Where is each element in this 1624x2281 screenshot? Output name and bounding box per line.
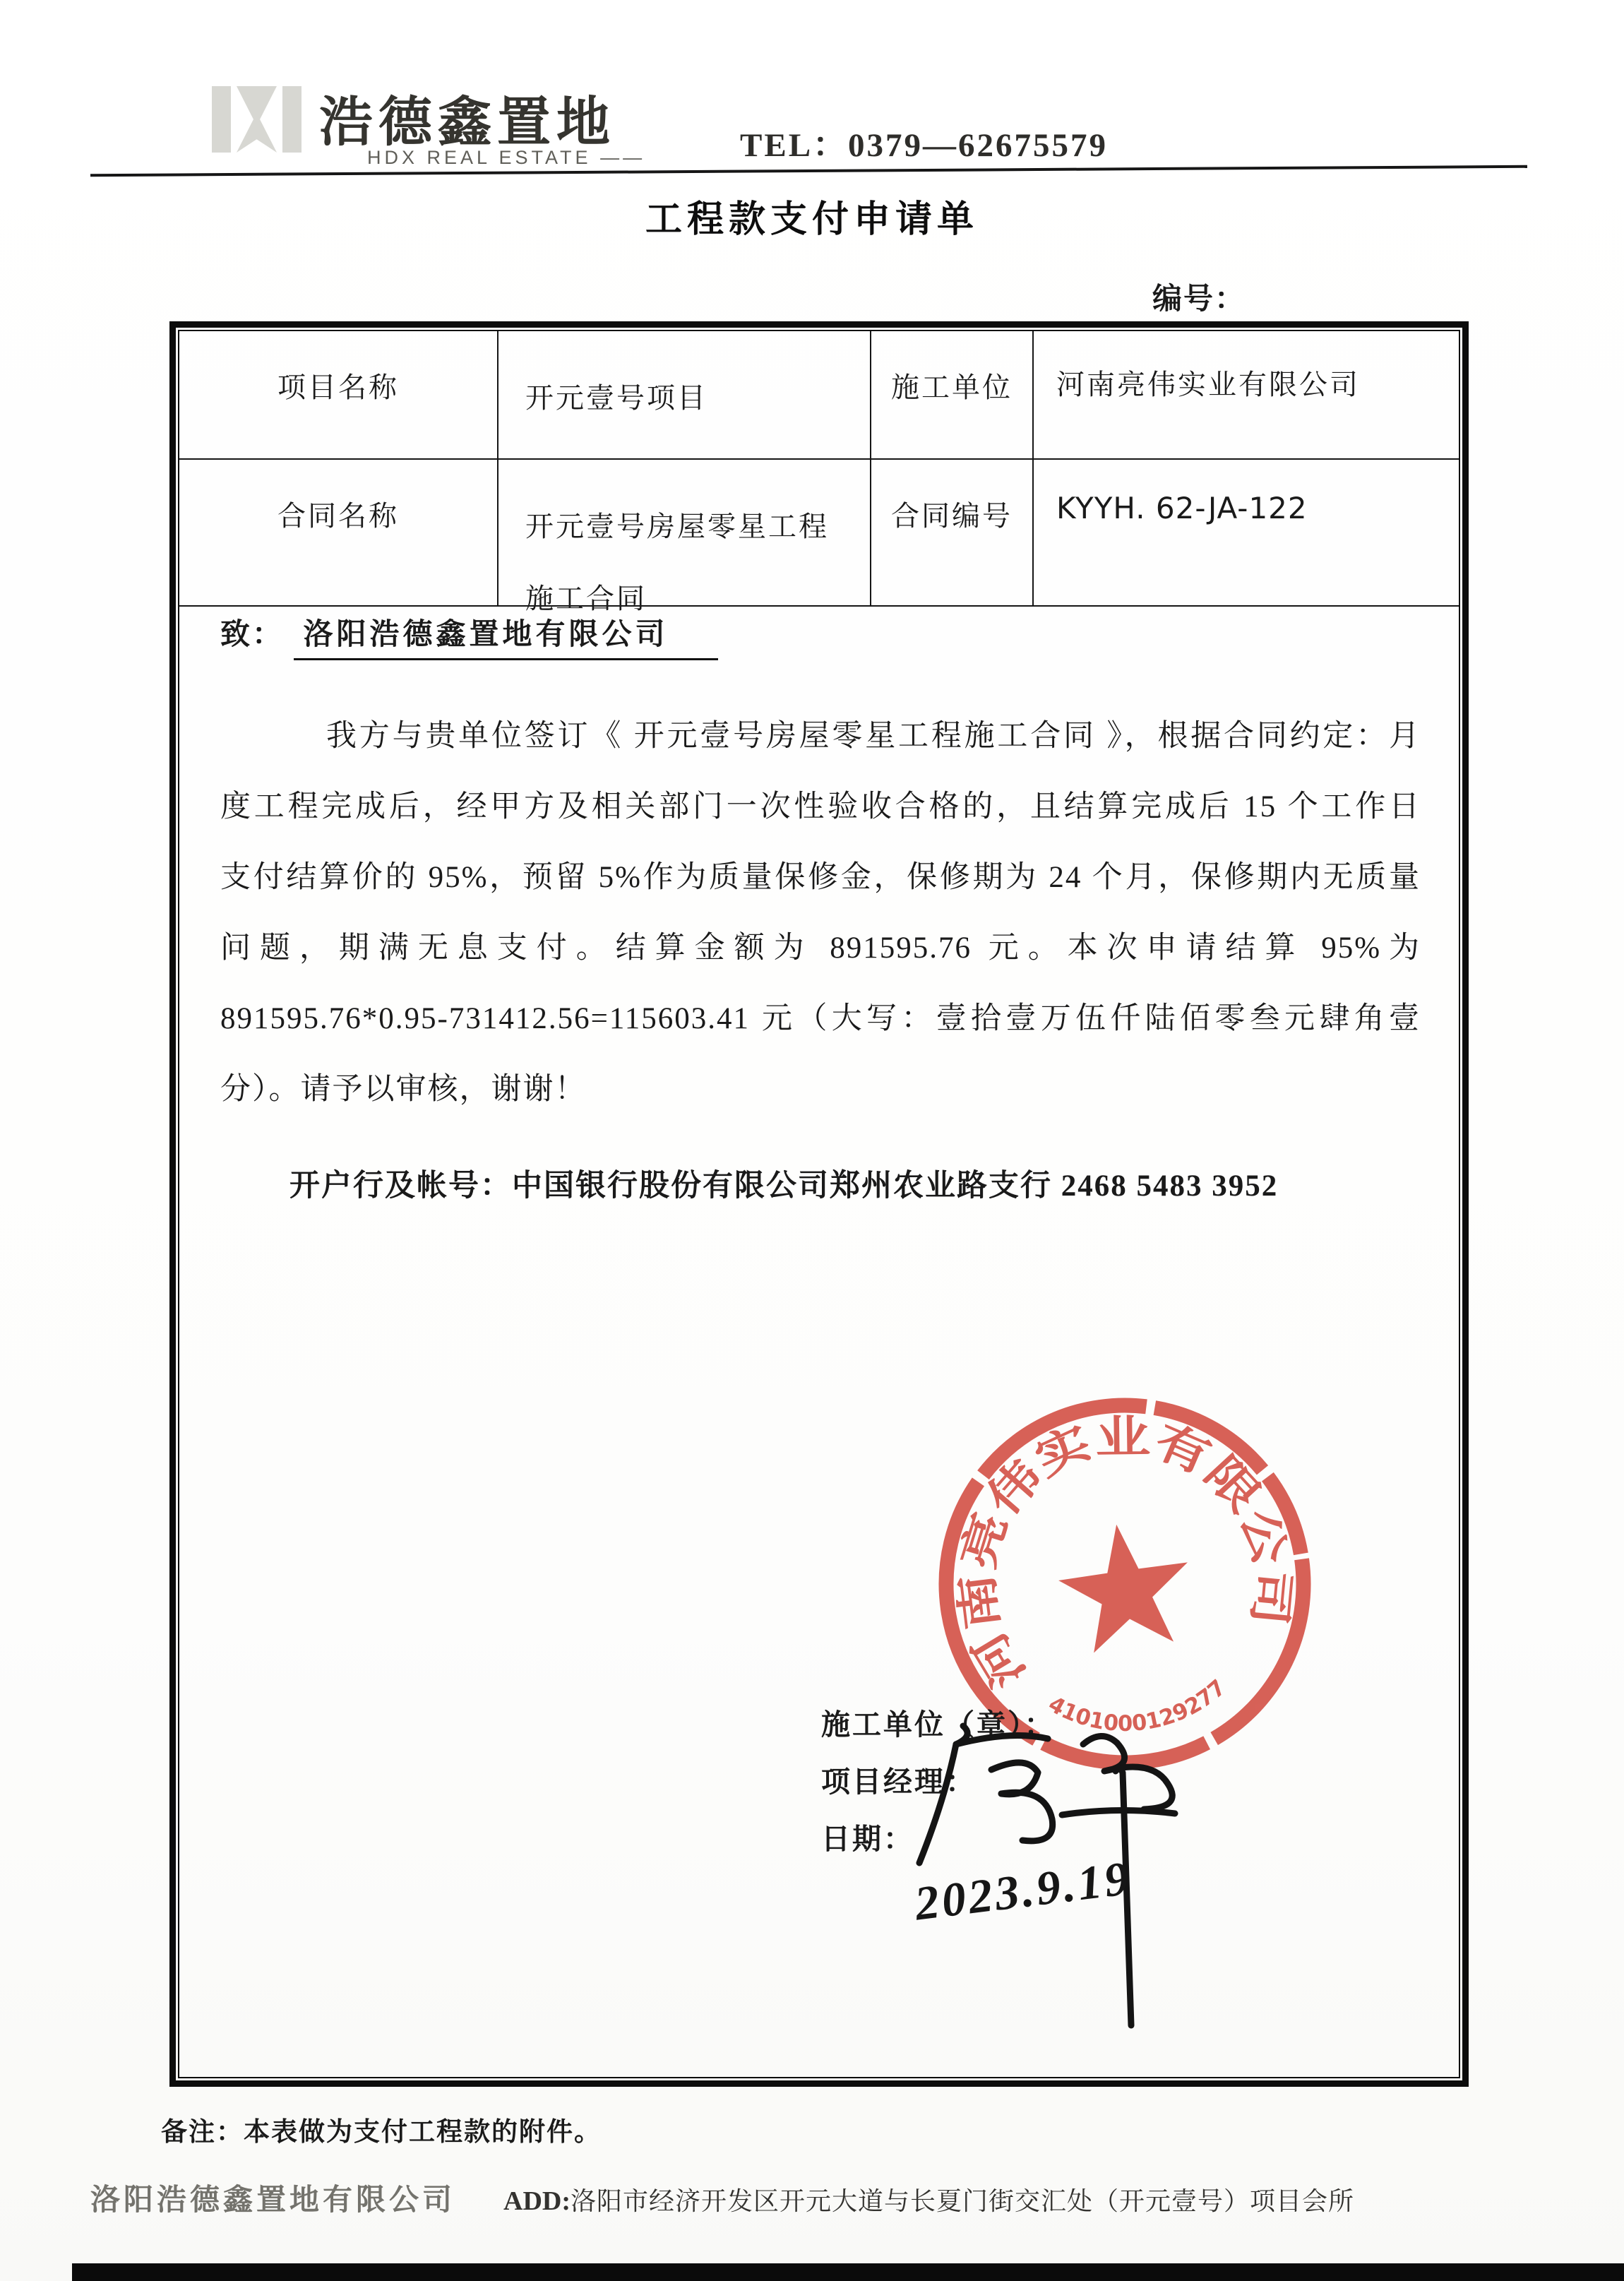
letter-line: 891595.76*0.95-731412.56=115603.41 元（大写：壹拾壹万伍仟陆佰零叁元肆角壹 <box>220 1002 1421 1035</box>
project-name-value: 开元壹号项目 <box>498 331 871 458</box>
letter-line: 分）。请予以审核，谢谢！ <box>220 1073 587 1106</box>
builder-value: 河南亮伟实业有限公司 <box>1056 369 1360 400</box>
table-row-contract <box>179 460 1459 614</box>
project-name-label: 项目名称 <box>179 331 498 458</box>
logo-subtitle-dash: —— <box>600 147 646 168</box>
tel-number: TEL：0379—62675579 <box>740 127 1109 164</box>
logo-subtitle <box>367 147 645 169</box>
logo-bar-left <box>212 86 231 153</box>
seal-star-icon <box>1052 1515 1198 1656</box>
addressee-company: 洛阳浩德鑫置地有限公司 <box>294 619 718 660</box>
footer-address <box>503 2181 1354 2217</box>
handwritten-date: 2023.9.19 <box>912 1850 1135 1931</box>
footer-company-name: 洛阳浩德鑫置地有限公司 <box>90 2184 456 2217</box>
page-title: 工程款支付申请单 <box>645 200 979 240</box>
unit-seal-label: 施工单位（章）： <box>821 1708 1056 1741</box>
logo-monogram-shape <box>237 86 277 153</box>
header-divider <box>90 165 1527 177</box>
project-manager-label: 项目经理： <box>821 1765 977 1798</box>
logo-subtitle-text: HDX REAL ESTATE <box>367 147 592 168</box>
serial-number-label: 编号： <box>1152 283 1246 316</box>
hdx-logo-icon <box>212 86 302 153</box>
scan-edge-bar <box>72 2263 1624 2281</box>
footer-address-label: ADD: <box>503 2186 571 2216</box>
addressee-line <box>220 611 718 653</box>
addressee-label: 致： <box>220 619 285 651</box>
seal-company-text: 河南亮伟实业有限公司 <box>952 1412 1298 1696</box>
contract-name-label: 合同名称 <box>179 460 498 605</box>
bank-account-line: 开户行及帐号：中国银行股份有限公司郑州农业路支行 2468 5483 3952 <box>289 1169 1279 1203</box>
contract-name-value: 开元壹号房屋零星工程施工合同 <box>498 460 871 605</box>
logo-bar-right <box>282 86 301 153</box>
seal-number-text: 4101000129277 <box>1044 1674 1231 1737</box>
builder-label: 施工单位 <box>871 331 1034 458</box>
letter-line: 问题，期满无息支付。结算金额为 891595.76 元。本次申请结算 95%为 <box>220 931 1421 965</box>
letter-line: 支付结算价的 95%，预留 5%作为质量保修金，保修期为 24 个月，保修期内无质量 <box>220 861 1421 894</box>
logo-company-name: 浩德鑫置地 <box>319 93 616 153</box>
contract-no-value: KYYH. 62-JA-122 <box>1056 491 1308 525</box>
letter-line: 度工程完成后，经甲方及相关部门一次性验收合格的，且结算完成后 15 个工作日 <box>220 790 1421 823</box>
letter-line: 我方与贵单位签订《 开元壹号房屋零星工程施工合同 》，根据合同约定：月 <box>326 720 1421 753</box>
letter-body <box>220 701 1421 1125</box>
table-row-project <box>179 331 1459 460</box>
footer <box>90 2176 1573 2219</box>
footer-address-text: 洛阳市经济开发区开元大道与长夏门街交汇处（开元壹号）项目会所 <box>571 2187 1355 2215</box>
contract-no-label: 合同编号 <box>871 460 1034 605</box>
date-label: 日期： <box>821 1823 914 1855</box>
remark-line: 备注：本表做为支付工程款的附件。 <box>161 2118 602 2147</box>
